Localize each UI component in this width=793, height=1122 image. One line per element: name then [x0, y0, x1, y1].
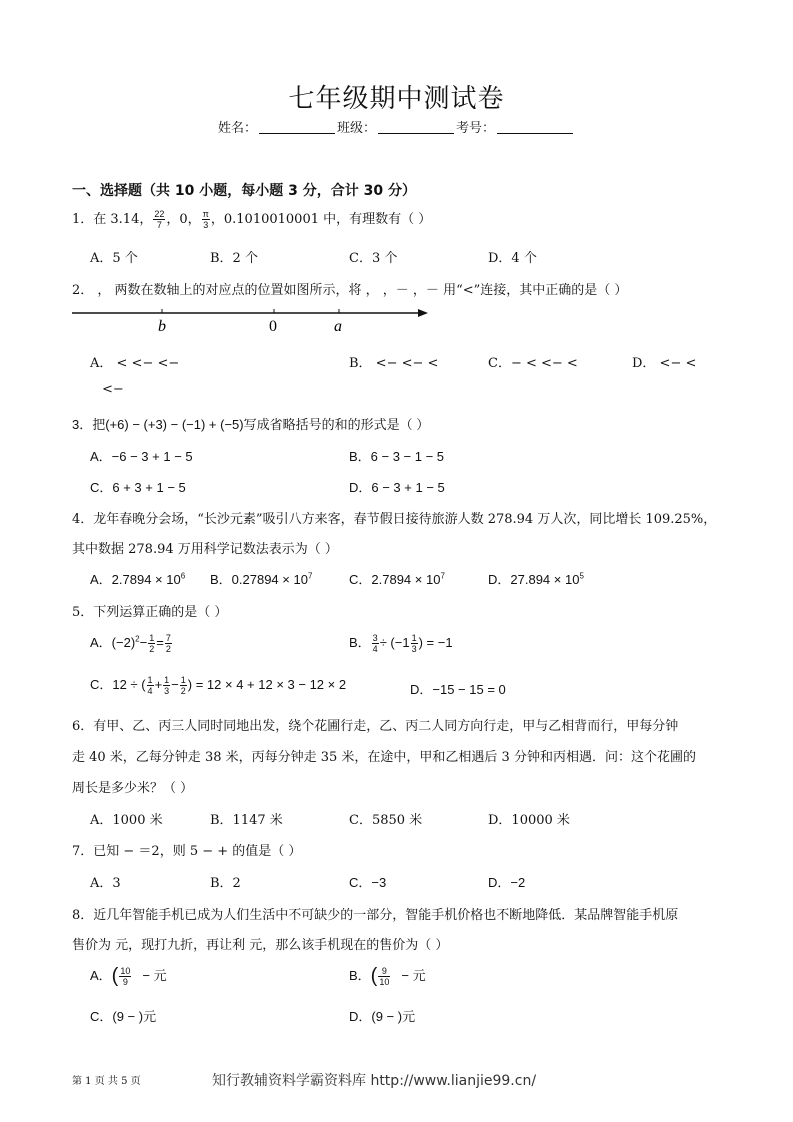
question-4-line-2: 其中数据 278.94 万用科学记数法表示为（ ）	[72, 542, 338, 557]
class-label: 班级：	[336, 121, 376, 136]
page-number: 第 1 页 共 5 页	[72, 1076, 141, 1087]
class-blank	[378, 121, 454, 134]
number-line-figure	[68, 300, 438, 338]
question-6-line-1: 6．有甲、乙、丙三人同时同地出发，绕个花圃行走，乙、丙二人同方向行走，甲与乙相背而行，甲每分钟	[72, 719, 679, 734]
q8-option-c: C．(9 − )元	[90, 1009, 157, 1024]
question-7: 7．已知 − ＝2，则 5 − + 的值是（ ）	[72, 844, 302, 859]
q4-option-d: D．$27.894 \times 10^5$	[488, 571, 584, 587]
label-zero: 0	[269, 318, 277, 335]
exam-no-blank	[497, 121, 573, 134]
question-6-line-3: 周长是多少米？（ ）	[72, 781, 194, 796]
q7-option-d: D．−2	[488, 875, 526, 890]
q1-option-d: D．4 个	[488, 251, 537, 266]
question-4-line-1: 4．龙年春晚分会场，“长沙元素”吸引八方来客，春节假日接待旅游人数 278.94 万人次，同比增长 109.25%，	[72, 512, 717, 527]
q2-option-c: C．− < <− <	[488, 356, 578, 371]
q6-option-b: B．1147 米	[210, 813, 283, 828]
question-8-line-1: 8．近几年智能手机已成为人们生活中不可缺少的一部分，智能手机价格也不断地降低．某品牌智能手机原	[72, 908, 679, 923]
question-6-line-2: 走 40 米，乙每分钟走 38 米，丙每分钟走 35 米，在途中，甲和乙相遇后 3 分钟和丙相遇．问：这个花圃的	[72, 750, 696, 765]
fraction-22-7: $\frac{22}{7}$	[154, 209, 165, 230]
q6-option-d: D．10000 米	[488, 813, 570, 828]
q7-option-c: C．−3	[349, 875, 387, 890]
q5-option-c: C．12 ÷ ( $\frac{1}{4}$ + $\frac{1}{3}$ − $\frac{1}{2}$ ) = 12 × 4 + 12 × 3 − 12 × 2	[90, 675, 347, 697]
question-1: 1．在 3.14， $\frac{22}{7}$ ，0， $\frac{\pi}{3}$ ，0.1010010001 中，有理数有（ ）	[72, 209, 432, 230]
question-2: 2． ， 两数在数轴上的对应点的位置如图所示，将 ， ，－ ，－ 用“<”连接，其中正确的是（ ）	[72, 283, 628, 298]
q5-option-d: D．−15 − 15 = 0	[410, 682, 506, 697]
q8-option-d: D．(9 − )元	[349, 1009, 416, 1024]
q2-option-a: A． < <− <−	[90, 356, 180, 371]
question-8-line-2: 售价为 元，现打九折，再让利 元，那么该手机现在的售价为（ ）	[72, 938, 449, 953]
label-a: a	[334, 318, 342, 335]
name-blank	[259, 121, 335, 134]
question-5: 5．下列运算正确的是（ ）	[72, 605, 228, 620]
site-watermark-link[interactable]: 知行教辅资料学霸资料库 http://www.lianjie99.cn/	[212, 1073, 537, 1089]
q7-option-a: A．3	[90, 876, 121, 891]
q8-option-a: A．( $\frac{10}{9}$ − 元	[90, 965, 167, 988]
student-info-line	[0, 117, 793, 136]
q3-option-d: D．6 − 3 + 1 − 5	[349, 480, 445, 495]
question-3: 3．把(+6) − (+3) − (−1) + (−5)写成省略括号的和的形式是（ ）	[72, 417, 430, 432]
name-label: 姓名：	[217, 121, 257, 136]
q3-option-c: C．6 + 3 + 1 − 5	[90, 480, 186, 495]
number-line-arrow	[418, 309, 428, 317]
q6-option-a: A．1000 米	[90, 813, 163, 828]
q3-option-a: A．−6 − 3 + 1 − 5	[90, 449, 193, 464]
section-heading-choice: 一、选择题（共 10 小题，每小题 3 分，合计 30 分）	[72, 183, 416, 199]
label-b: b	[158, 318, 166, 335]
q3-option-b: B．6 − 3 − 1 − 5	[349, 449, 445, 464]
q8-option-b: B．( $\frac{9}{10}$ − 元	[349, 965, 426, 988]
q2-option-b: B． <− <− <	[349, 356, 439, 371]
q2-option-a-cont: <−	[102, 382, 124, 397]
q5-option-b: B． $\frac{3}{4}$ ÷ (−1 $\frac{1}{3}$ ) = −1	[349, 633, 453, 655]
q6-option-c: C．5850 米	[349, 813, 423, 828]
exam-no-label: 考号：	[456, 121, 496, 136]
q7-option-b: B．2	[210, 876, 241, 891]
q1-option-c: C．3 个	[349, 251, 398, 266]
page-title: 七年级期中测试卷	[288, 84, 505, 114]
q1-option-b: B．2 个	[210, 251, 258, 266]
fraction-pi-3: $\frac{\pi}{3}$	[202, 209, 209, 230]
q2-option-d: D． <− <	[632, 356, 697, 371]
q4-option-a: A．$2.7894 \times 10^6$	[90, 571, 186, 587]
q4-option-c: C．$2.7894 \times 10^7$	[349, 571, 445, 587]
q4-option-b: B．$0.27894 \times 10^7$	[210, 571, 313, 587]
q5-option-a: A．$(-2)^2-$ $\frac{1}{2}$ = $\frac{7}{2}$	[90, 633, 171, 655]
q1-option-a: A．5 个	[90, 251, 138, 266]
